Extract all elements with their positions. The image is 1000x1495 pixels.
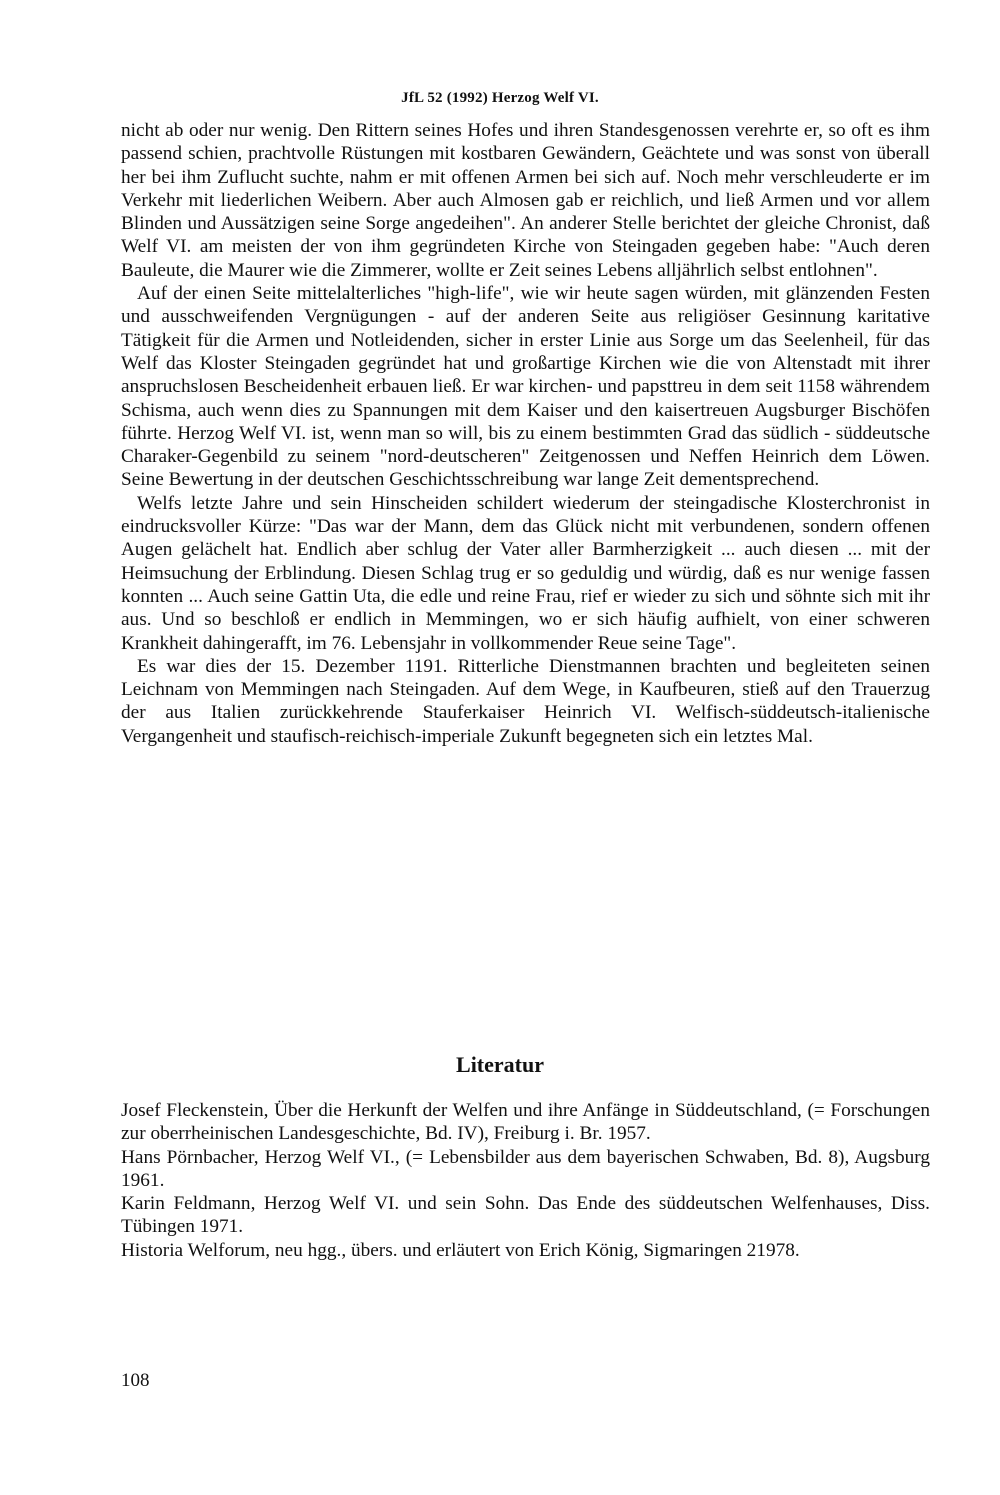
bibliography-entry: Historia Welforum, neu hgg., übers. und erläutert von Erich König, Sigmaringen 21978. xyxy=(121,1239,800,1261)
bibliography-entry: Karin Feldmann, Herzog Welf VI. und sein Sohn. Das Ende des süddeutschen Welfenhauses, Diss. Tübingen 1971. xyxy=(121,1193,930,1238)
section-heading: Literatur xyxy=(456,1052,544,1077)
page-number: 108 xyxy=(121,1370,150,1391)
body-text xyxy=(121,119,930,748)
bibliography xyxy=(121,1099,930,1262)
paragraph: Auf der einen Seite mittelalterliches "high-life", wie wir heute sagen würden, mit glänzenden Festen und ausschweifenden Vergnügungen - auf der anderen Seite aus religiöser Gesinnung karitative Tätigkeit für die Armen und Notleidenden, sicher in erster Linie aus Sorge um das Seelenheil, für das Welf das Kloster Steingaden gegründet hat und großartige Kirchen wie die von Altenstadt mit ihrer anspruchslosen Bescheidenheit erbauen ließ. Er war kirchen- und papsttreu in dem seit 1158 währendem Schisma, auch wenn dies zu Spannungen mit dem Kaiser und den kaisertreuen Augsburger Bischöfen führte. Herzog Welf VI. ist, wenn man so will, bis zu einem bestimmten Grad das südlich - süddeutsche Charaker-Gegenbild zu seinem "nord-deutscheren" Zeitgenossen und Neffen Heinrich dem Löwen. Seine Bewertung in der deutschen Geschichtsschreibung war lange Zeit dementsprechend. xyxy=(121,283,930,491)
paragraph: Es war dies der 15. Dezember 1191. Ritterliche Dienstmannen brachten und begleiteten seinen Leichnam von Memmingen nach Steingaden. Auf dem Wege, in Kaufbeuren, stieß auf den Trauerzug der aus Italien zurückkehrende Stauferkaiser Heinrich VI. Welfisch-süddeutsch-italienische Vergangenheit und staufisch-reichisch-imperiale Zukunft begegneten sich ein letztes Mal. xyxy=(121,655,930,747)
paragraph: Welfs letzte Jahre und sein Hinscheiden schildert wiederum der steingadische Klosterchronist in eindrucksvoller Kürze: "Das war der Mann, dem das Glück nicht mit verbundenen, sondern offenen Augen gelächelt hat. Endlich aber schlug der Vater aller Barmherzigkeit ... auch diesen ... mit der Heimsuchung der Erblindung. Diesen Schlag trug er so geduldig und würdig, daß es nur wenige fassen konnten ... Auch seine Gattin Uta, die edle und reine Frau, rief er wieder zu sich und söhnte sich mit ihr aus. Und so beschloß er endlich in Memmingen, wo er sich häufig aufhielt, von einer schweren Krankheit dahingerafft, im 76. Lebensjahr in vollkommender Reue seine Tage". xyxy=(121,492,930,654)
paragraph: nicht ab oder nur wenig. Den Rittern seines Hofes und ihren Standesgenossen verehrte er, so oft es ihm passend schien, prachtvolle Rüstungen mit kostbaren Gewändern, Geächtete und was sonst von überall her bei ihm Zuflucht suchte, nahm er mit offenen Armen bei sich auf. Noch mehr verschleuderte er im Verkehr mit liederlichen Weibern. Aber auch Almosen gab er reichlich, und ließ Armen und vor allem Blinden und Aussätzigen seine Sorge angedeihen". An anderer Stelle berichtet der gleiche Chronist, daß Welf VI. am meisten der von ihm gegründeten Kirche von Steingaden gegeben habe: "Auch deren Bauleute, die Maurer wie die Zimmerer, wollte er Zeit seines Lebens alljährlich selbst entlohnen". xyxy=(121,120,930,281)
bibliography-entry: Hans Pörnbacher, Herzog Welf VI., (= Lebensbilder aus dem bayerischen Schwaben, Bd. 8), Augsburg 1961. xyxy=(121,1146,930,1191)
bibliography-entry: Josef Fleckenstein, Über die Herkunft der Welfen und ihre Anfänge in Süddeutschland, (= Forschungen zur oberrheinischen Landesgeschichte, Bd. IV), Freiburg i. Br. 1957. xyxy=(121,1100,930,1145)
running-head: JfL 52 (1992) Herzog Welf VI. xyxy=(401,90,599,106)
